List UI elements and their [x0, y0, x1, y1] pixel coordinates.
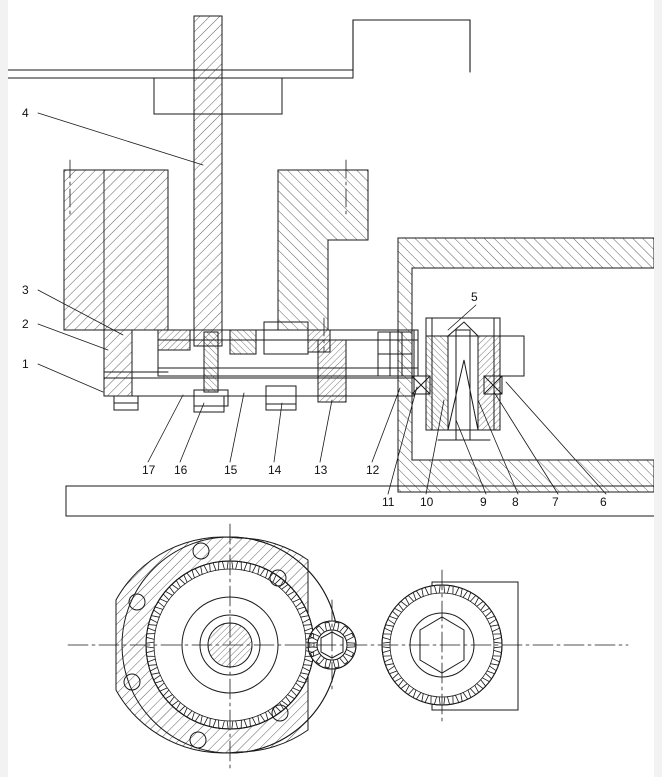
- assembly-drawing: [8, 0, 654, 777]
- callout-label-3: 3: [22, 283, 29, 297]
- drawing-sheet: [8, 0, 654, 777]
- leader-line-1: [38, 364, 103, 392]
- leader-line-13: [320, 400, 332, 462]
- callout-label-13: 13: [314, 463, 328, 477]
- housing-body: [64, 170, 414, 396]
- callout-label-6: 6: [600, 495, 607, 509]
- callout-label-8: 8: [512, 495, 519, 509]
- callout-label-11: 11: [382, 495, 395, 509]
- callout-label-4: 4: [22, 106, 29, 120]
- gear-right: [382, 582, 518, 710]
- callout-label-10: 10: [420, 495, 434, 509]
- callout-label-1: 1: [22, 357, 29, 371]
- callout-label-17: 17: [142, 463, 156, 477]
- callout-label-7: 7: [552, 495, 559, 509]
- callout-label-2: 2: [22, 317, 29, 331]
- callout-label-14: 14: [268, 463, 282, 477]
- leader-line-15: [230, 393, 244, 462]
- leader-line-4: [38, 113, 203, 165]
- leader-line-12: [372, 388, 400, 462]
- callout-label-15: 15: [224, 463, 238, 477]
- vertical-shaft: [194, 16, 222, 346]
- leader-line-14: [274, 403, 282, 462]
- callout-label-9: 9: [480, 495, 487, 509]
- leader-line-16: [180, 403, 204, 462]
- callout-label-5: 5: [471, 290, 478, 304]
- callout-label-12: 12: [366, 463, 380, 477]
- upper-frame-outline: [8, 20, 470, 78]
- callout-label-16: 16: [174, 463, 188, 477]
- leader-line-17: [148, 395, 183, 462]
- gear-cone-assembly: [412, 318, 524, 440]
